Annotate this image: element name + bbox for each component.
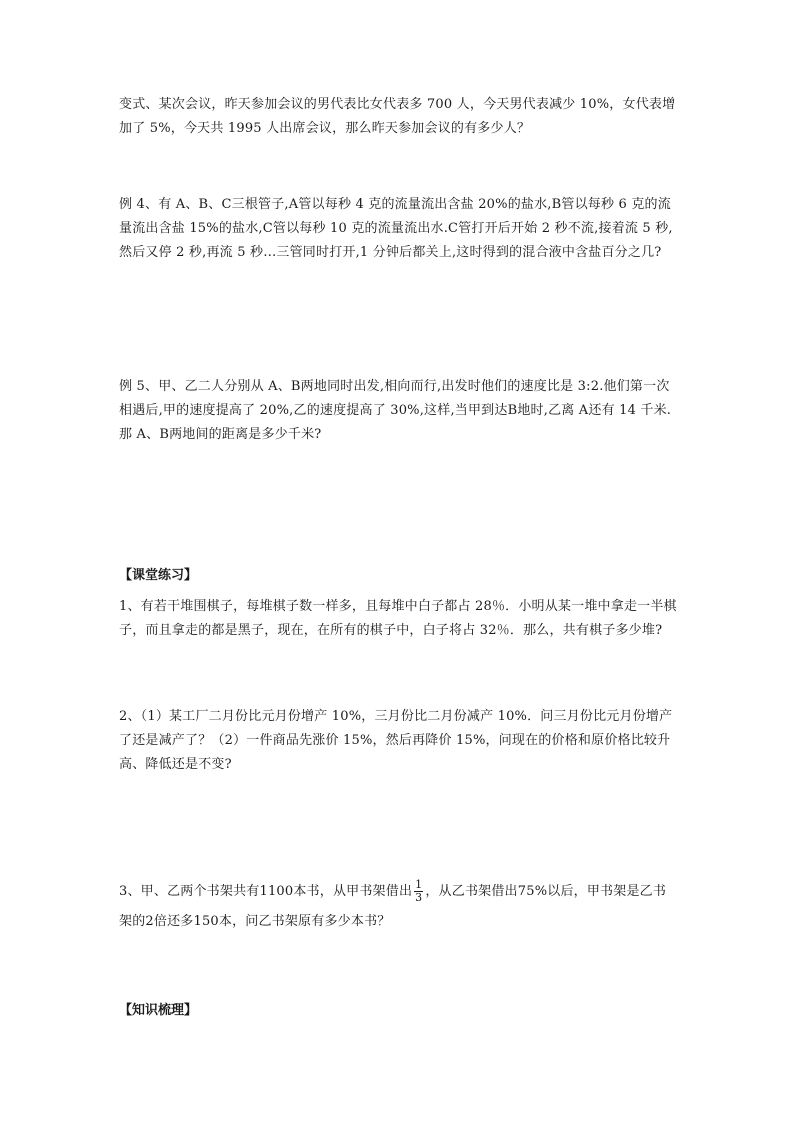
fraction-one-third (414, 879, 423, 904)
example-5-problem (119, 375, 679, 447)
practice-question-2-text: 2、（1）某工厂二月份比元月份增产 10%，三月份比二月份减产 10%．问三月份比元月份增产了还是减产了？（2）一件商品先涨价 15%，然后再降价 15%，问现在的价格和原价格比较升高、降低还是不变? (119, 709, 673, 772)
practice-question-3-after: ，从乙书架借出75%以后，甲书架是乙书架的2倍还多150本，问乙书架原有多少本书？ (119, 884, 667, 929)
fraction-denominator: 3 (415, 891, 423, 904)
knowledge-heading: 【知识梳理】 (119, 1003, 198, 1018)
practice-question-1 (119, 595, 679, 643)
example-5-text: 例 5、甲、乙二人分别从 A、B两地同时出发,相向而行,出发时他们的速度比是 3:2.他们第一次相遇后,甲的速度提高了 20%,乙的速度提高了 30%,这样,当甲到达B地时,乙离 A还有 14 千米.那 A、B两地间的距离是多少千米? (119, 379, 672, 442)
practice-question-3 (119, 877, 679, 937)
practice-question-3-text (119, 877, 679, 937)
practice-heading: 【课堂练习】 (119, 568, 198, 583)
fraction-numerator: 1 (415, 878, 423, 891)
variant-problem (119, 93, 679, 141)
variant-problem-text: 变式、某次会议，昨天参加会议的男代表比女代表多 700 人，今天男代表减少 10%，女代表增加了 5%，今天共 1995 人出席会议，那么昨天参加会议的有多少人？ (119, 97, 676, 136)
practice-question-3-before: 3、甲、乙两个书架共有1100本书，从甲书架借出 (119, 884, 413, 899)
example-4-problem (119, 193, 679, 265)
practice-question-2 (119, 705, 679, 777)
example-4-text: 例 4、有 A、B、C三根管子,A管以每秒 4 克的流量流出含盐 20%的盐水,B管以每秒 6 克的流量流出含盐 15%的盐水,C管以每秒 10 克的流量流出水.C管打开后开始 2 秒不流,接着流 5 秒,然后又停 2 秒,再流 5 秒…三管同时打开,1 分钟后都关上,这时得到的混合液中含盐百分之几? (119, 197, 673, 260)
practice-question-1-text: 1、有若干堆围棋子，每堆棋子数一样多，且每堆中白子都占 28％．小明从某一堆中拿走一半棋子，而且拿走的都是黑子，现在，在所有的棋子中，白子将占 32％．那么，共有棋子多少堆? (119, 599, 677, 638)
